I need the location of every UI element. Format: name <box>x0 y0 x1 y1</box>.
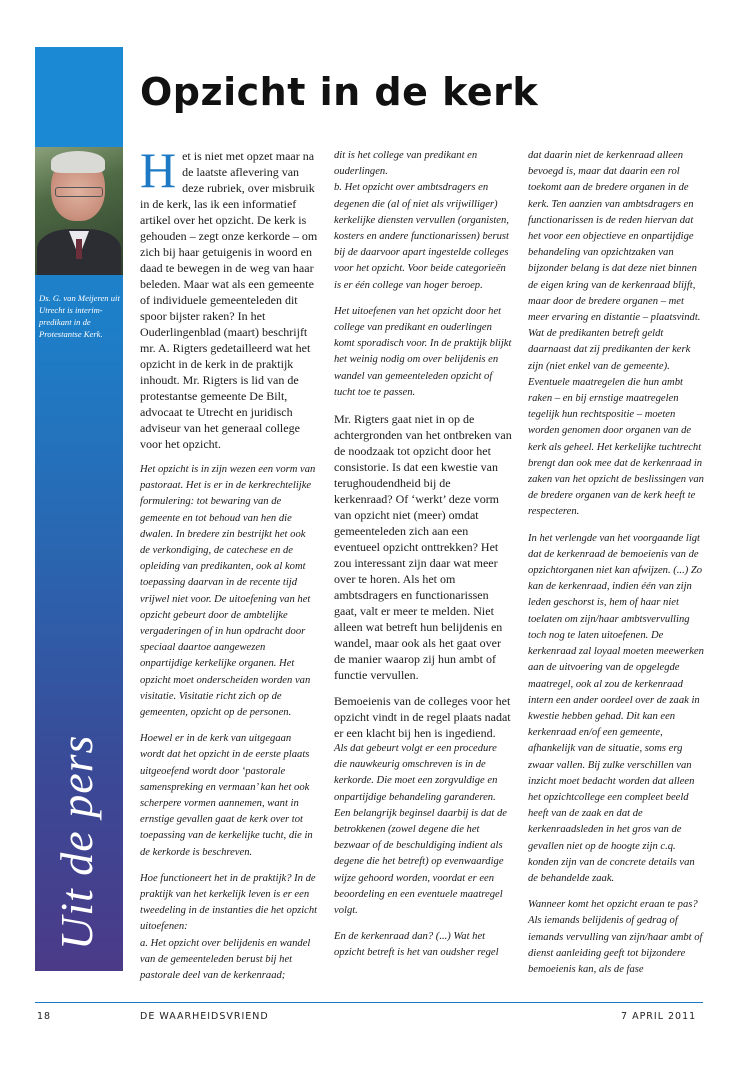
paragraph: Hoe functioneert het in de praktijk? In de praktijk van het kerkelijk leven is er een tweedeling in de instanties die het opzicht uitoefenen: <box>140 872 318 933</box>
paragraph: Het uitoefenen van het opzicht door het college van predikant en ouderlingen komt sporadisch voor. In de praktijk blijkt het weinig nodig om over belijdenis en wandel van gemeenteleden opzicht of tucht toe te passen. <box>334 305 512 398</box>
paragraph: Het opzicht is in zijn wezen een vorm van pastoraat. Het is er in de kerkrechtelijke formulering: tot bewaring van de gemeente en tot behoud van hen die dwalen. In bredere zin bestrijkt het ook de verkondiging, de catechese en de opleiding van predikanten, ook al komt toepassing daarvan in de recente tijd vrijwel niet voor. De uitoefening van het opzicht gebeurt door de ambtelijke vergaderingen of in hun opdracht door speciaal daartoe aangewezen onpartijdige kerkelijke organen. Het opzicht moet onderscheiden worden van visitatie. Visitatie richt zich op de gemeenten, opzicht op de personen. <box>140 464 316 719</box>
paragraph: Als dat gebeurt volgt er een procedure die nauwkeurig omschreven is in de kerkorde. Die moet een zorgvuldige en onpartijdige behandeling garanderen. Een belangrijk beginsel daarbij is dat de betrokkenen (zowel degene die het bezwaar of de beschuldiging indient als degene die het betreft) op evenwaardige wijze gehoord worden, voordat er een beoordeling en een eventuele maatregel volgt. <box>334 743 508 917</box>
paragraph: b. Het opzicht over ambtsdragers en degenen die (al of niet als vrijwilliger) kerkelijke diensten vervullen (organisten, kosters en andere functionarissen) berust bij de daarvoor apart ingestelde colleges voor het opzicht. Voor beide categorieën is er één college van hoger beroep. <box>334 182 509 291</box>
paragraph: En de kerkenraad dan? (...) Wat het opzicht betreft is het van oudsher regel <box>334 931 499 959</box>
page-number: 18 <box>37 1011 52 1022</box>
paragraph: a. Het opzicht over belijdenis en wandel van de gemeenteleden berust bij het pastorale deel van de kerkenraad; <box>140 937 311 982</box>
photo-glasses <box>55 187 103 197</box>
footer-divider <box>35 1002 703 1003</box>
column-1 <box>140 142 318 994</box>
paragraph: Als iemands belijdenis of gedrag of iemands vervulling van zijn/haar ambt of dienst aanleiding geeft tot bijzondere bemoeienis kan, als de fase <box>528 915 703 975</box>
column-2 <box>334 148 512 972</box>
photo-tie <box>76 239 82 259</box>
paragraph: Hoewel er in de kerk van uitgegaan wordt dat het opzicht in de eerste plaats uitgeoefend wordt door ‘pastorale samenspreking en vermaan’ kan het ook scherpere vormen aannemen, want in ernstige gevallen gaat de kerk over tot toepassing van de kerkelijke tucht, die in de kerkorde is beschreven. <box>140 733 313 858</box>
paragraph-text: et is niet met opzet maar na de laatste aflevering van deze rubriek, over misbruik in de kerk, las ik een informatief artikel over het opzicht. De kerk is gehouden – zegt onze kerkorde – om zich bij haar getuigenis in woord en daad te bewegen in de weg van haar beleden. Maar wat als een gemeente of individuele gemeenteleden dit spoor bijster raken? In het Ouderlingenblad (maart) beschrijft mr. A. Rigters gedetailleerd wat het opzicht in de kerk in de praktijk inhoudt. Mr. Rigters is lid van de protestantse gemeente De Bilt, advocaat te Utrecht en juridisch adviseur van het generaal college voor het opzicht. <box>140 149 318 451</box>
author-photo <box>35 147 123 275</box>
paragraph: dat daarin niet de kerkenraad alleen bevoegd is, maar dat daarin een rol toekomt aan de bredere organen in de kerk. Ten aanzien van ambtsdragers en functionarissen is de reden hiervan dat het voor een objectieve en onpartijdige behandeling van opzichtzaken van bijzonder belang is dat deze niet binnen de eigen kring van de kerkenraad blijft, maar door de bredere organen – met meer ervaring en distantie – plaatsvindt. Wat de predikanten betreft geldt daarnaast dat zij predikanten der kerk zijn (niet enkel van de gemeente). Eventuele maatregelen die hun ambt raken – en bij ernstige maatregelen tegelijk hun rechtspositie – moeten worden genomen door organen van de kerk als geheel. Het kerkelijke tuchtrecht brengt dan ook mee dat de kerkenraad in zaken van het opzicht de beslissingen van de bredere organen van de kerk heeft te respecteren. <box>528 150 704 518</box>
issue-date: 7 APRIL 2011 <box>621 1011 697 1022</box>
magazine-name: DE WAARHEIDSVRIEND <box>140 1011 269 1022</box>
sidebar-top-block <box>35 47 123 147</box>
paragraph: Mr. Rigters gaat niet in op de achtergronden van het ontbreken van de noodzaak tot opzicht door het consistorie. Is dat een kwestie van terughoudendheid bij de kerkenraad? Of ‘werkt’ deze vorm van opzicht niet (meer) omdat gemeenteleden zich aan een eventueel opzicht onttrekken? Het zou interessant zijn daar wat meer over te horen. Als het om ambtsdragers en functionarissen gaat, valt er meer te melden. Niet alleen wat betreft hun belijdenis en wandel, maar ook als het gaat over de manier waarop zij hun ambt of functie vervullen. <box>334 412 512 683</box>
paragraph: dit is het college van predikant en ouderlingen. <box>334 150 478 178</box>
section-label: Uit de pers <box>51 734 102 950</box>
paragraph: Bemoeienis van de colleges voor het opzicht vindt in de regel plaats nadat er een klacht bij hen is ingediend. <box>334 694 511 741</box>
paragraph: Wanneer komt het opzicht eraan te pas? <box>528 899 698 911</box>
column-3 <box>528 148 706 988</box>
author-caption: Ds. G. van Meijeren uit Utrecht is interim-predikant in de Protestantse Kerk. <box>39 293 120 339</box>
article-title: Opzicht in de kerk <box>140 70 539 114</box>
drop-cap: H <box>140 142 177 198</box>
paragraph <box>140 142 318 452</box>
paragraph: In het verlengde van het voorgaande ligt dat de kerkenraad de bemoeienis van de opzichtorganen niet kan afwijzen. (...) Zo kan de kerkenraad, indien één van zijn leden geschorst is, hem of haar niet toelaten om zijn/haar ambtsvervulling toch nog te laten uitoefenen. De kerkenraad zal loyaal moeten meewerken aan de uitvoering van de opgelegde maatregel, ook al zou de kerkenraad intern een ander oordeel over de zaak in kwestie hebben gehad. Dit kan een kerkenraad en/of een gemeente, afhankelijk van de situatie, soms erg zwaar vallen. Bij zulke verschillen van inzicht moet bedacht worden dat alleen het opzichtcollege een compleet beeld heeft van de zaak en dat de kerkenraadsleden in het gros van de gevallen niet op de hoogte zijn c.q. konden zijn van de concrete details van de behandelde zaak. <box>528 532 704 884</box>
photo-hair <box>51 151 105 173</box>
